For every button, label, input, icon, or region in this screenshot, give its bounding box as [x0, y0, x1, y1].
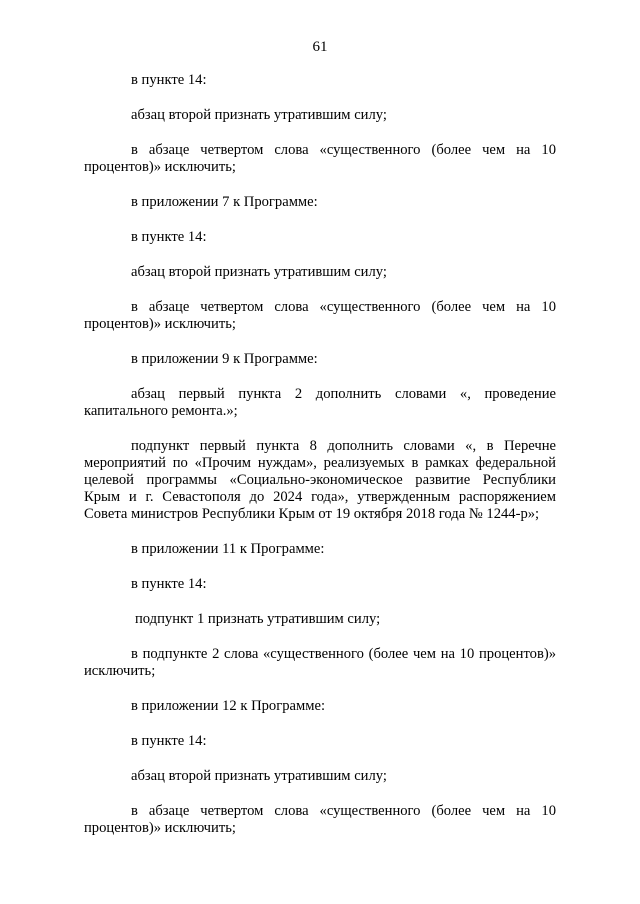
document-body [84, 72, 556, 855]
paragraph: в подпункте 2 слова «существенного (более чем на 10 процентов)» исключить; [84, 646, 556, 679]
paragraph: в абзаце четвертом слова «существенного (более чем на 10 процентов)» исключить; [84, 142, 556, 175]
paragraph: подпункт 1 признать утратившим силу; [135, 611, 381, 627]
paragraph: в абзаце четвертом слова «существенного (более чем на 10 процентов)» исключить; [84, 803, 556, 836]
paragraph: подпункт первый пункта 8 дополнить словами «, в Перечне мероприятий по «Прочим нуждам», реализуемых в рамках федеральной целевой программы «Социально-экономическое развитие Республики Крым и г. Севастополя до 2024 года», утвержденным распоряжением Совета министров Республики Крым от 19 октября 2018 года № 1244-р»; [84, 438, 556, 522]
paragraph: в пункте 14: [131, 733, 207, 749]
paragraph: абзац второй признать утратившим силу; [131, 768, 387, 784]
paragraph: в приложении 7 к Программе: [131, 194, 318, 210]
paragraph: в приложении 11 к Программе: [131, 541, 325, 557]
paragraph: в приложении 12 к Программе: [131, 698, 325, 714]
paragraph: в пункте 14: [131, 229, 207, 245]
paragraph: абзац первый пункта 2 дополнить словами «, проведение капитального ремонта.»; [84, 386, 556, 419]
paragraph: в абзаце четвертом слова «существенного (более чем на 10 процентов)» исключить; [84, 299, 556, 332]
page-number: 61 [312, 39, 328, 55]
paragraph: в приложении 9 к Программе: [131, 351, 318, 367]
paragraph: абзац второй признать утратившим силу; [131, 107, 387, 123]
paragraph: абзац второй признать утратившим силу; [131, 264, 387, 280]
paragraph: в пункте 14: [131, 576, 207, 592]
paragraph: в пункте 14: [131, 72, 207, 88]
